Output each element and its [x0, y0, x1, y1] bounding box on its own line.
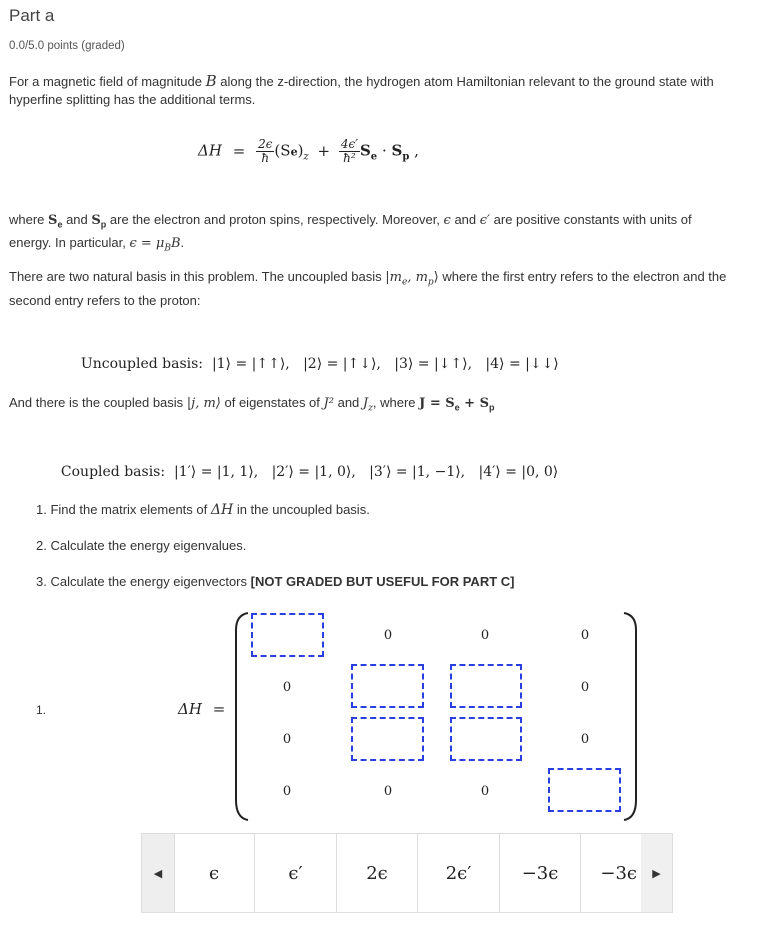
left-paren: [236, 613, 248, 820]
hamiltonian-equation: ΔH = $\frac{2\epsilon}{ħ}$ $(Se)_z$ + $\frac{4\epsilon'}{\text{ħ²}}$ $S_e \cdot S_p$ ,: [198, 137, 419, 165]
matrix-entry-2-4: 0: [580, 680, 590, 695]
points-status: 0.0/5.0 points (graded): [9, 40, 125, 52]
palette-scroll-left-icon[interactable]: ◀: [142, 834, 175, 912]
matrix-entry-2-1: 0: [282, 680, 292, 695]
palette-2epsilon-button[interactable]: 2ϵ: [337, 834, 418, 912]
coupled-basis: Coupled basis: |1′⟩ = |1, 1⟩, |2′⟩ = |1, 0⟩, |3′⟩ = |1, −1⟩, |4′⟩ = |0, 0⟩: [60, 464, 559, 480]
answer-number: 1.: [36, 703, 47, 717]
intro-paragraph: For a magnetic field of magnitude B along the z-direction, the hydrogen atom Hamiltonian relevant to the ground state with hyperfine splitting has the additional terms.: [9, 72, 714, 107]
basis-paragraph: There are two natural basis in this problem. The uncoupled basis $|m_e$, $m_p⟩$ where the first entry refers to the electron and the second entry refers to the proton:: [9, 269, 727, 308]
matrix-entry-3-4: 0: [580, 732, 590, 747]
matrix-entry-3-1: 0: [282, 732, 292, 747]
task-2: 2. Calculate the energy eigenvalues.: [36, 538, 247, 553]
matrix-input-4-4[interactable]: [548, 768, 621, 812]
palette-epsilon-button[interactable]: ϵ: [174, 834, 255, 912]
palette-scroll-right-icon[interactable]: ▶: [641, 834, 672, 912]
task-1: 1. Find the matrix elements of ΔH in the uncoupled basis.: [36, 502, 370, 518]
task-3: 3. Calculate the energy eigenvectors [NOT GRADED BUT USEFUL FOR PART C]: [36, 574, 515, 589]
answer-lhs: ΔH =: [178, 700, 226, 718]
matrix-entry-1-4: 0: [580, 628, 590, 643]
spin-definition-paragraph: where $S_e$ and $S_p$ are the electron and proton spins, respectively. Moreover, ϵ and ϵ′ are positive constants with units of energy. In particular, $\epsilon = \mu_BB$.: [9, 212, 692, 254]
palette-minus-3epsilon-prime-button[interactable]: −3ϵ: [600, 862, 637, 884]
matrix-input-3-2[interactable]: [351, 717, 424, 761]
palette-2epsilon-prime-button[interactable]: 2ϵ′: [418, 834, 500, 912]
palette-epsilon-prime-button[interactable]: ϵ′: [255, 834, 337, 912]
matrix-input-3-3[interactable]: [450, 717, 522, 761]
matrix-entry-1-2: 0: [383, 628, 393, 643]
matrix-entry-1-3: 0: [480, 628, 490, 643]
matrix-input-2-2[interactable]: [351, 664, 424, 708]
part-title: Part a: [9, 6, 55, 25]
coupled-basis-paragraph: And there is the coupled basis |j, m⟩ of eigenstates of J² and $J_z$, where $J = S_e + S_p$: [9, 395, 495, 414]
uncoupled-basis: Uncoupled basis: |1⟩ = |↑↑⟩, |2⟩ = |↑↓⟩, |3⟩ = |↓↑⟩, |4⟩ = |↓↓⟩: [80, 356, 559, 372]
matrix-entry-4-3: 0: [480, 784, 490, 799]
palette-minus-3epsilon-button[interactable]: −3ϵ: [500, 834, 581, 912]
right-paren: [624, 613, 636, 820]
matrix-entry-4-1: 0: [282, 784, 292, 799]
symbol-palette: [141, 833, 673, 913]
matrix-input-1-1[interactable]: [251, 613, 324, 657]
matrix-entry-4-2: 0: [383, 784, 393, 799]
matrix-input-2-3[interactable]: [450, 664, 522, 708]
